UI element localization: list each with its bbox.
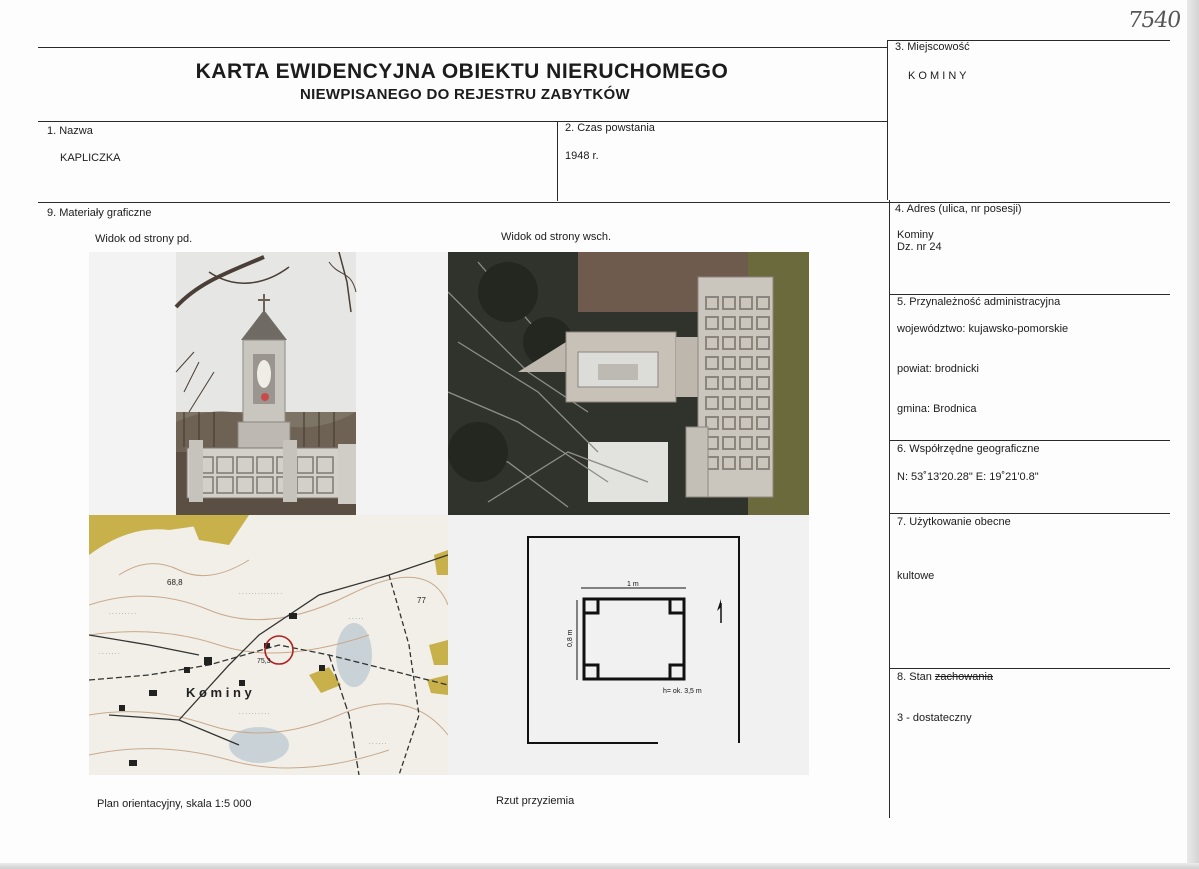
svg-text:· · · · · · ·: · · · · · · · xyxy=(99,651,120,657)
map-height-1: 68,8 xyxy=(167,578,183,587)
adres-label: 4. Adres (ulica, nr posesji) xyxy=(895,203,1022,215)
scan-edge-right xyxy=(1187,0,1199,869)
plan-width-label: 1 m xyxy=(627,581,639,588)
nazwa-label: 1. Nazwa xyxy=(47,125,93,137)
gmina-value: gmina: Brodnica xyxy=(897,403,977,415)
document-title: KARTA EWIDENCYJNA OBIEKTU NIERUCHOMEGO xyxy=(195,60,729,83)
frame-line-row2 xyxy=(38,121,888,122)
photo-east-svg xyxy=(448,252,809,515)
frame-line-sec7 xyxy=(890,513,1170,514)
floor-plan xyxy=(448,515,809,775)
czas-value: 1948 r. xyxy=(565,150,599,162)
plan-height-label: h= ok. 3,5 m xyxy=(663,688,702,695)
adres-line2: Dz. nr 24 xyxy=(897,241,942,253)
frame-line-sec6 xyxy=(890,440,1170,441)
przynaleznosc-label: 5. Przynależność administracyjna xyxy=(897,296,1061,308)
miejscowosc-value: K O M I N Y xyxy=(908,70,967,82)
miejscowosc-label: 3. Miejscowość xyxy=(895,41,970,53)
stan-label-prefix: 8. Stan xyxy=(897,671,935,683)
photo-east-caption: Widok od strony wsch. xyxy=(501,231,612,243)
svg-text:· · · · · · · · · ·: · · · · · · · · · · xyxy=(239,711,270,717)
stan-label xyxy=(897,671,993,683)
svg-text:· · · · ·: · · · · · xyxy=(349,616,364,622)
materialy-label: 9. Materiały graficzne xyxy=(47,207,152,219)
orientation-map-svg xyxy=(89,515,448,775)
orientation-map xyxy=(89,515,448,775)
uzytkowanie-label: 7. Użytkowanie obecne xyxy=(897,516,1011,528)
map-place-name: K o m i n y xyxy=(186,685,252,700)
frame-line-sec5 xyxy=(890,294,1170,295)
frame-divider-right-lower xyxy=(889,200,890,818)
photo-east-view xyxy=(448,252,809,515)
plan-depth-label: 0,8 m xyxy=(567,629,574,647)
handwritten-number: 7540 xyxy=(1126,8,1182,33)
svg-text:· · · · · · · · ·: · · · · · · · · · xyxy=(109,611,137,617)
czas-label: 2. Czas powstania xyxy=(565,122,655,134)
powiat-value: powiat: brodnicki xyxy=(897,363,979,375)
photo-south-caption: Widok od strony pd. xyxy=(95,233,193,245)
frame-top-line xyxy=(38,47,888,48)
photo-south-view xyxy=(89,252,448,515)
stan-value: 3 - dostateczny xyxy=(897,712,972,724)
floor-plan-svg xyxy=(448,515,809,775)
map-height-3: 75,3 xyxy=(257,658,271,665)
scan-edge-bottom xyxy=(0,863,1199,869)
frame-divider-name-date xyxy=(557,121,558,201)
plan-caption: Rzut przyziemia xyxy=(496,795,575,807)
svg-text:· · · · · · · · · · · · · ·: · · · · · · · · · · · · · · xyxy=(239,591,282,597)
map-caption: Plan orientacyjny, skala 1:5 000 xyxy=(97,798,252,810)
wojewodztwo-value: województwo: kujawsko-pomorskie xyxy=(897,323,1069,335)
svg-text:· · · · · ·: · · · · · · xyxy=(369,741,387,747)
wspolrzedne-label: 6. Współrzędne geograficzne xyxy=(897,443,1040,455)
stan-label-struck: zachowania xyxy=(934,671,994,683)
map-height-2: 77 xyxy=(417,596,426,605)
document-subtitle: NIEWPISANEGO DO REJESTRU ZABYTKÓW xyxy=(300,86,630,103)
wspolrzedne-value: N: 53˚13'20.28" E: 19˚21'0.8" xyxy=(897,471,1039,483)
adres-line1: Kominy xyxy=(897,229,934,241)
nazwa-value: KAPLICZKA xyxy=(60,152,121,164)
frame-line-sec8 xyxy=(890,668,1170,669)
uzytkowanie-value: kultowe xyxy=(897,570,935,582)
photo-south-svg xyxy=(89,252,448,515)
